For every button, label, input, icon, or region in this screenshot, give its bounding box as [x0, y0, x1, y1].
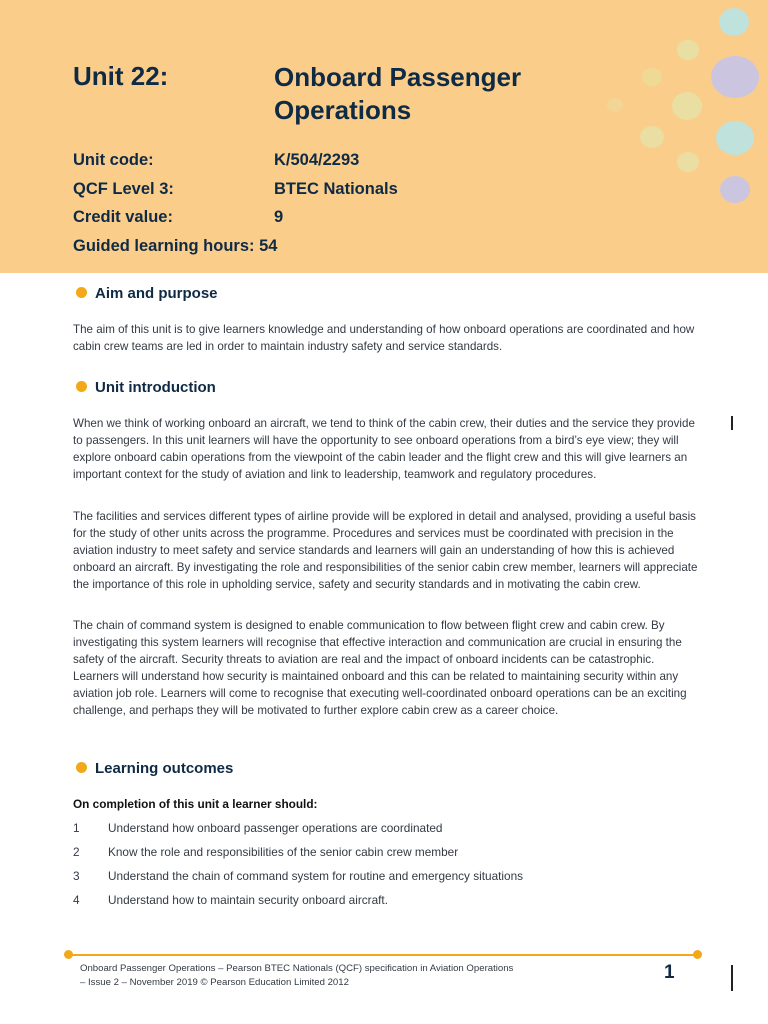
decorative-dot	[719, 8, 749, 36]
margin-mark	[731, 965, 733, 991]
footer-citation	[80, 962, 580, 990]
unit-title: Onboard Passenger Operations	[274, 62, 522, 125]
intro-paragraph-3: The chain of command system is designed to enable communication to flow between flight crew and cabin crew. By investigating this system learners will recognise that effective interaction and communication are crucial in ensuring the safety of the aircraft. Security threats to aviation are real and the impact of onboard incidents can be catastrophic. Learners will understand how security is maintained onboard and this can be related to maintaining security within any aviation job role. Learners will come to recognise that executing well-coordinated onboard operations can be an exciting challenge, and perhaps they will be motivated to further explore cabin crew as a career choice.	[73, 619, 687, 717]
meta-label-guided-hours: Guided learning hours: 54	[73, 237, 278, 255]
decorative-dot	[642, 68, 662, 86]
outcome-number: 4	[73, 893, 80, 907]
unit-number: Unit 22:	[73, 61, 169, 91]
decorative-dot	[607, 98, 623, 112]
meta-label-qcf-level: QCF Level 3:	[73, 180, 174, 198]
decorative-dot	[672, 92, 702, 120]
decorative-dot	[677, 40, 699, 60]
outcome-text: Understand how to maintain security onboard aircraft.	[108, 893, 388, 907]
aim-paragraph: The aim of this unit is to give learners knowledge and understanding of how onboard operations are coordinated and how cabin crew teams are led in order to maintain industry safety and service standards.	[73, 323, 695, 353]
section-outcomes-title: Learning outcomes	[95, 760, 234, 777]
footer-rule	[68, 954, 698, 956]
meta-value-qcf-level: BTEC Nationals	[274, 180, 398, 198]
outcome-item	[73, 893, 388, 907]
intro-paragraph-1: When we think of working onboard an aircraft, we tend to think of the cabin crew, their duties and the service they provide to passengers. In this unit learners will have the opportunity to see onboard operations from a bird’s eye view; they will explore onboard cabin operations from the viewpoint of the cabin leader and the flight crew and this will give learners an important context for the study of aviation and link to leadership, teamwork and regulatory procedures.	[73, 417, 695, 481]
page-number: 1	[664, 962, 675, 983]
outcome-text: Understand the chain of command system for routine and emergency situations	[108, 869, 524, 883]
outcome-item	[73, 821, 442, 835]
decorative-dot	[711, 56, 759, 98]
outcome-item	[73, 845, 458, 859]
meta-label-credit-value: Credit value:	[73, 208, 173, 226]
decorative-dot	[720, 176, 750, 203]
meta-value-credit-value: 9	[274, 208, 284, 226]
margin-mark	[731, 416, 733, 430]
header-band	[0, 0, 768, 273]
outcome-item	[73, 869, 523, 883]
section-aim-heading	[76, 285, 218, 302]
section-outcomes-heading	[76, 760, 233, 777]
intro-paragraph-2: The facilities and services different types of airline provide will be explored in detail and analysed, providing a useful basis for the study of other units across the programme. Procedures and services must be coordinated with precision in the aviation industry to meet safety and service standards and learners will gain an understanding of how this is achieved onboard an aircraft. By investigating the role and responsibilities of the senior cabin crew member, learners will appreciate the importance of this role in upholding service, safety and security standards and in motivating the cabin crew.	[73, 510, 698, 591]
footer-rule-cap	[693, 950, 702, 959]
outcome-text: Understand how onboard passenger operations are coordinated	[108, 821, 443, 835]
decorative-dot	[640, 126, 664, 148]
section-aim-title: Aim and purpose	[95, 285, 218, 302]
footer-line-1: Onboard Passenger Operations – Pearson BTEC Nationals (QCF) specification in Aviation Operations	[80, 963, 514, 974]
meta-value-unit-code: K/504/2293	[274, 151, 360, 169]
outcomes-lead: On completion of this unit a learner should:	[73, 797, 318, 811]
meta-label-unit-code: Unit code:	[73, 151, 154, 169]
bullet-icon	[76, 381, 87, 392]
footer-line-2: – Issue 2 – November 2019 © Pearson Education Limited 2012	[80, 977, 349, 988]
section-intro-heading	[76, 379, 216, 396]
bullet-icon	[76, 287, 87, 298]
outcome-number: 3	[73, 869, 80, 883]
section-intro-title: Unit introduction	[95, 379, 216, 396]
decorative-dot	[716, 121, 754, 155]
outcome-text: Know the role and responsibilities of the senior cabin crew member	[108, 845, 459, 859]
decorative-dot	[677, 152, 699, 172]
outcome-number: 1	[73, 821, 80, 835]
outcome-number: 2	[73, 845, 80, 859]
bullet-icon	[76, 762, 87, 773]
